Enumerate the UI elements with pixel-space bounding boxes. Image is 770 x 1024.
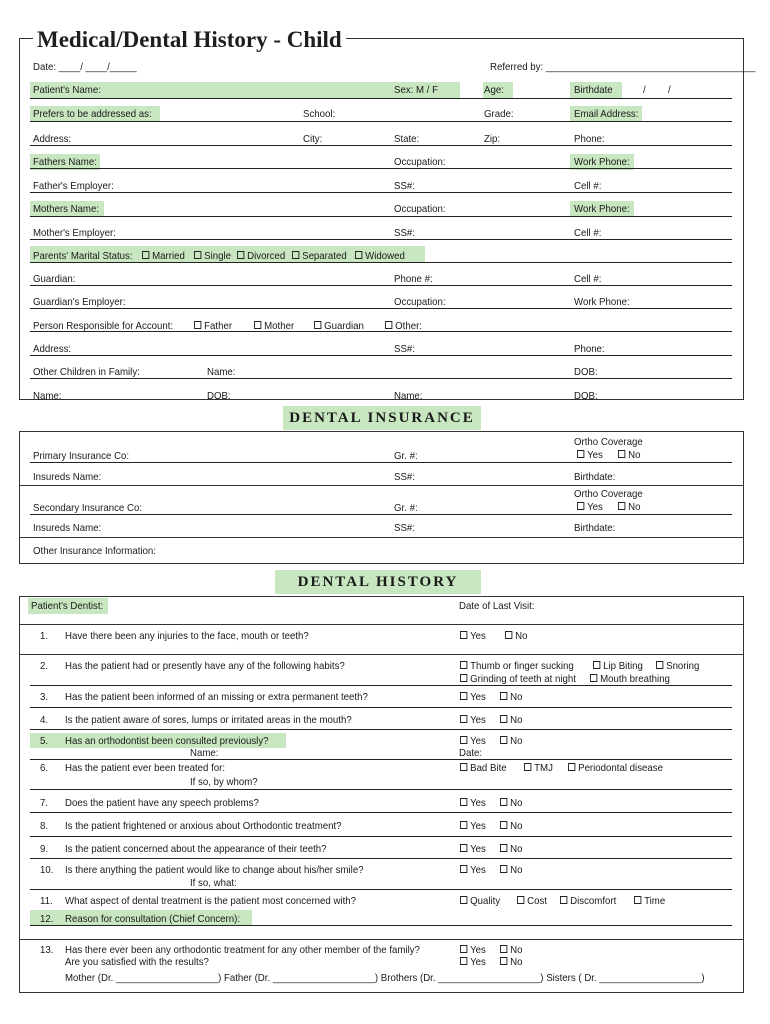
- age-field[interactable]: Age:: [484, 84, 504, 96]
- responsible-ss-field[interactable]: SS#:: [394, 343, 415, 355]
- history-box: [19, 596, 744, 993]
- underline: [30, 331, 732, 332]
- father-name-field[interactable]: Fathers Name:: [33, 156, 97, 168]
- ortho-no-checkbox-2[interactable]: [618, 501, 640, 513]
- no-label: No: [510, 944, 523, 956]
- q5-number: 5.: [40, 735, 49, 747]
- underline: [30, 789, 732, 790]
- checkbox-icon: [500, 865, 507, 873]
- secondary-gr-field[interactable]: Gr. #:: [394, 502, 418, 514]
- q11-number: 11.: [40, 895, 53, 907]
- dental-insurance-heading: DENTAL INSURANCE: [283, 406, 481, 430]
- divider: [19, 624, 744, 625]
- underline: [30, 355, 732, 356]
- q5-name-field[interactable]: Name:: [190, 747, 219, 759]
- divider: [19, 654, 744, 655]
- q3-text: Has the patient been informed of an missing or extra permanent teeth?: [65, 691, 368, 703]
- bad-bite-checkbox[interactable]: [460, 762, 507, 774]
- q8-no-checkbox[interactable]: [500, 820, 522, 832]
- other-insurance-field[interactable]: Other Insurance Information:: [33, 545, 156, 557]
- q1-number: 1.: [40, 630, 49, 642]
- underline: [30, 759, 732, 760]
- q4-number: 4.: [40, 714, 49, 726]
- time-checkbox[interactable]: [634, 895, 665, 907]
- q7-text: Does the patient have any speech problems?: [65, 797, 259, 809]
- tmj-label: TMJ: [534, 762, 553, 774]
- checkbox-icon: [314, 321, 321, 329]
- checkbox-icon: [500, 715, 507, 723]
- mother-work-phone-field[interactable]: Work Phone:: [574, 203, 630, 215]
- checkbox-icon: [577, 450, 584, 458]
- underline: [30, 836, 732, 837]
- checkbox-icon: [460, 896, 467, 904]
- yes-label: Yes: [587, 449, 603, 461]
- underline: [30, 812, 732, 813]
- father-cell-field[interactable]: Cell #:: [574, 180, 602, 192]
- no-label: No: [515, 630, 528, 642]
- q3-number: 3.: [40, 691, 49, 703]
- guardian-phone-field[interactable]: Phone #:: [394, 273, 433, 285]
- q5-date-field[interactable]: Date:: [459, 747, 483, 759]
- yes-label: Yes: [470, 691, 486, 703]
- ortho-coverage-label: Ortho Coverage: [574, 436, 643, 448]
- q10-no-checkbox[interactable]: [500, 864, 522, 876]
- widowed-checkbox[interactable]: [355, 250, 405, 262]
- underline: [30, 262, 732, 263]
- checkbox-icon: [460, 865, 467, 873]
- mother-employer-field[interactable]: Mother's Employer:: [33, 227, 116, 239]
- discomfort-checkbox[interactable]: [560, 895, 616, 907]
- q13-text: Has there ever been any orthodontic treatment for any other member of the family?: [65, 944, 420, 956]
- primary-insurance-field[interactable]: Primary Insurance Co:: [33, 450, 130, 462]
- divider: [19, 939, 744, 940]
- underline: [30, 514, 732, 515]
- underline: [30, 192, 732, 193]
- q10-text: Is there anything the patient would like to change about his/her smile?: [65, 864, 364, 876]
- divider: [19, 485, 744, 486]
- father-occupation-field[interactable]: Occupation:: [394, 156, 446, 168]
- q12-text: Reason for consultation (Chief Concern):: [65, 913, 241, 925]
- city-field[interactable]: City:: [303, 133, 323, 145]
- checkbox-icon: [505, 631, 512, 639]
- no-label: No: [628, 501, 641, 513]
- no-label: No: [510, 691, 523, 703]
- yes-label: Yes: [470, 864, 486, 876]
- q13-no-checkbox[interactable]: [500, 944, 522, 956]
- checkbox-icon: [593, 661, 600, 669]
- family-doctors-field[interactable]: Mother (Dr. ___________________) Father (Dr. ___________________) Brothers (Dr. ___________________) Sisters ( Dr. ___________________): [65, 972, 705, 984]
- checkbox-icon: [460, 692, 467, 700]
- prefers-field[interactable]: Prefers to be addressed as:: [33, 108, 152, 120]
- child2-name-field[interactable]: Name:: [33, 390, 62, 402]
- yes-label: Yes: [470, 797, 486, 809]
- checkbox-icon: [500, 692, 507, 700]
- child-name-field[interactable]: Name:: [207, 366, 236, 378]
- single-checkbox[interactable]: [194, 250, 231, 262]
- zip-field[interactable]: Zip:: [484, 133, 501, 145]
- no-label: No: [510, 820, 523, 832]
- insureds-name-field[interactable]: Insureds Name:: [33, 471, 102, 483]
- underline: [30, 121, 732, 122]
- q13b-no-checkbox[interactable]: [500, 956, 522, 968]
- underline: [30, 216, 732, 217]
- father-ss-field[interactable]: SS#:: [394, 180, 415, 192]
- birthdate-slash: /: [668, 84, 671, 96]
- yes-label: Yes: [470, 944, 486, 956]
- q8-text: Is the patient frightened or anxious about Orthodontic treatment?: [65, 820, 342, 832]
- q10-what-field[interactable]: If so, what:: [190, 877, 237, 889]
- guardian-cell-field[interactable]: Cell #:: [574, 273, 602, 285]
- child3-name-field[interactable]: Name:: [394, 390, 423, 402]
- checkbox-icon: [524, 763, 531, 771]
- yes-label: Yes: [470, 735, 486, 747]
- mother-name-field[interactable]: Mothers Name:: [33, 203, 100, 215]
- ortho-no-checkbox[interactable]: [618, 449, 640, 461]
- no-label: No: [510, 843, 523, 855]
- lip-label: Lip Biting: [603, 660, 643, 672]
- birthdate-slash: /: [643, 84, 646, 96]
- q4-yes-checkbox[interactable]: [460, 714, 486, 726]
- no-label: No: [628, 449, 641, 461]
- no-label: No: [510, 735, 523, 747]
- divorced-checkbox[interactable]: [237, 250, 285, 262]
- q4-no-checkbox[interactable]: [500, 714, 522, 726]
- grinding-checkbox[interactable]: [460, 673, 576, 685]
- checkbox-icon: [590, 674, 597, 682]
- mouth-breathing-checkbox[interactable]: [590, 673, 670, 685]
- underline: [30, 168, 732, 169]
- underline: [30, 145, 732, 146]
- yes-label: Yes: [470, 820, 486, 832]
- underline: [30, 729, 732, 730]
- q6-text: Has the patient ever been treated for:: [65, 762, 226, 774]
- checkbox-icon: [500, 798, 507, 806]
- checkbox-icon: [460, 821, 467, 829]
- q7-yes-checkbox[interactable]: [460, 797, 486, 809]
- checkbox-icon: [460, 661, 467, 669]
- guardian-work-phone-field[interactable]: Work Phone:: [574, 296, 630, 308]
- q1-no-checkbox[interactable]: [505, 630, 527, 642]
- underline: [30, 889, 732, 890]
- checkbox-icon: [237, 251, 244, 259]
- checkbox-icon: [500, 821, 507, 829]
- checkbox-icon: [460, 945, 467, 953]
- mother-cell-field[interactable]: Cell #:: [574, 227, 602, 239]
- responsible-phone-field[interactable]: Phone:: [574, 343, 605, 355]
- patient-name-field[interactable]: Patient's Name:: [33, 84, 101, 96]
- tmj-checkbox[interactable]: [524, 762, 553, 774]
- separated-checkbox[interactable]: [292, 250, 347, 262]
- q5-no-checkbox[interactable]: [500, 735, 522, 747]
- grinding-label: Grinding of teeth at night: [470, 673, 576, 685]
- checkbox-icon: [292, 251, 299, 259]
- referred-by-field[interactable]: Referred by: _______________________________________: [490, 61, 756, 73]
- grade-field[interactable]: Grade:: [484, 108, 514, 120]
- ortho-yes-checkbox-2[interactable]: [577, 501, 603, 513]
- checkbox-icon: [460, 736, 467, 744]
- last-visit-field[interactable]: Date of Last Visit:: [459, 600, 535, 612]
- form-title: Medical/Dental History - Child: [33, 26, 346, 54]
- underline: [30, 858, 732, 859]
- thumb-checkbox[interactable]: [460, 660, 574, 672]
- underline: [30, 685, 732, 686]
- state-field[interactable]: State:: [394, 133, 420, 145]
- separated-label: Separated: [302, 250, 347, 262]
- checkbox-icon: [500, 736, 507, 744]
- email-field[interactable]: Email Address:: [574, 108, 639, 120]
- mother-label: Mother: [264, 320, 295, 332]
- q1-yes-checkbox[interactable]: [460, 630, 486, 642]
- ortho-yes-checkbox[interactable]: [577, 449, 603, 461]
- dental-history-heading: DENTAL HISTORY: [275, 570, 481, 594]
- bad-bite-label: Bad Bite: [470, 762, 507, 774]
- q7-no-checkbox[interactable]: [500, 797, 522, 809]
- underline: [30, 925, 732, 926]
- ortho-coverage-label-2: Ortho Coverage: [574, 488, 643, 500]
- yes-label: Yes: [470, 956, 486, 968]
- checkbox-icon: [460, 631, 467, 639]
- checkbox-icon: [618, 450, 625, 458]
- lip-checkbox[interactable]: [593, 660, 643, 672]
- periodontal-checkbox[interactable]: [568, 762, 663, 774]
- checkbox-icon: [194, 321, 201, 329]
- q2-number: 2.: [40, 660, 49, 672]
- checkbox-icon: [460, 957, 467, 965]
- father-label: Father: [204, 320, 233, 332]
- q5-yes-checkbox[interactable]: [460, 735, 486, 747]
- q6-number: 6.: [40, 762, 49, 774]
- insureds-ss-field-2[interactable]: SS#:: [394, 522, 415, 534]
- q3-no-checkbox[interactable]: [500, 691, 522, 703]
- q4-text: Is the patient aware of sores, lumps or irritated areas in the mouth?: [65, 714, 352, 726]
- q9-text: Is the patient concerned about the appearance of their teeth?: [65, 843, 327, 855]
- mother-occupation-field[interactable]: Occupation:: [394, 203, 446, 215]
- underline: [30, 98, 732, 99]
- checkbox-icon: [517, 896, 524, 904]
- single-label: Single: [204, 250, 231, 262]
- checkbox-icon: [500, 957, 507, 965]
- address-field[interactable]: Address:: [33, 133, 72, 145]
- checkbox-icon: [618, 502, 625, 510]
- q12-number: 12.: [40, 913, 54, 925]
- checkbox-icon: [634, 896, 641, 904]
- guardian-field[interactable]: Guardian:: [33, 273, 76, 285]
- thumb-label: Thumb or finger sucking: [470, 660, 574, 672]
- mother-ss-field[interactable]: SS#:: [394, 227, 415, 239]
- time-label: Time: [644, 895, 666, 907]
- no-label: No: [510, 714, 523, 726]
- underline: [30, 239, 732, 240]
- other-label: Other:: [395, 320, 422, 332]
- q13b-yes-checkbox[interactable]: [460, 956, 486, 968]
- phone-field[interactable]: Phone:: [574, 133, 605, 145]
- q9-number: 9.: [40, 843, 49, 855]
- date-field[interactable]: Date: ____/ ____/_____: [33, 61, 137, 73]
- snoring-checkbox[interactable]: [656, 660, 699, 672]
- q6-whom-field[interactable]: If so, by whom?: [190, 776, 258, 788]
- checkbox-icon: [568, 763, 575, 771]
- quality-checkbox[interactable]: [460, 895, 500, 907]
- checkbox-icon: [500, 844, 507, 852]
- secondary-insurance-field[interactable]: Secondary Insurance Co:: [33, 502, 143, 514]
- insureds-birthdate-field[interactable]: Birthdate:: [574, 471, 616, 483]
- divider: [19, 537, 744, 538]
- q13b-text: Are you satisfied with the results?: [65, 956, 209, 968]
- checkbox-icon: [460, 798, 467, 806]
- q3-yes-checkbox[interactable]: [460, 691, 486, 703]
- guardian-occupation-field[interactable]: Occupation:: [394, 296, 446, 308]
- yes-label: Yes: [470, 843, 486, 855]
- q13-number: 13.: [40, 944, 54, 956]
- widowed-label: Widowed: [365, 250, 405, 262]
- underline: [30, 285, 732, 286]
- child2-dob-field[interactable]: DOB:: [207, 390, 231, 402]
- patient-dentist-field[interactable]: Patient's Dentist:: [31, 600, 104, 612]
- checkbox-icon: [254, 321, 261, 329]
- mouth-breathing-label: Mouth breathing: [600, 673, 670, 685]
- other-children-label: Other Children in Family:: [33, 366, 140, 378]
- q8-yes-checkbox[interactable]: [460, 820, 486, 832]
- checkbox-icon: [656, 661, 663, 669]
- q9-no-checkbox[interactable]: [500, 843, 522, 855]
- checkbox-icon: [460, 715, 467, 723]
- child-dob-field[interactable]: DOB:: [574, 366, 598, 378]
- checkbox-icon: [355, 251, 362, 259]
- married-label: Married: [152, 250, 185, 262]
- primary-gr-field[interactable]: Gr. #:: [394, 450, 418, 462]
- checkbox-icon: [577, 502, 584, 510]
- responsible-label: Person Responsible for Account:: [33, 320, 174, 332]
- q1-text: Have there been any injuries to the face, mouth or teeth?: [65, 630, 309, 642]
- underline: [30, 707, 732, 708]
- q7-number: 7.: [40, 797, 49, 809]
- checkbox-icon: [142, 251, 149, 259]
- child3-dob-field[interactable]: DOB:: [574, 390, 598, 402]
- cost-label: Cost: [527, 895, 547, 907]
- yes-label: Yes: [470, 630, 486, 642]
- insureds-name-field-2[interactable]: Insureds Name:: [33, 522, 102, 534]
- guardian-employer-field[interactable]: Guardian's Employer:: [33, 296, 126, 308]
- q11-text: What aspect of dental treatment is the patient most concerned with?: [65, 895, 357, 907]
- q8-number: 8.: [40, 820, 49, 832]
- father-employer-field[interactable]: Father's Employer:: [33, 180, 114, 192]
- underline: [30, 308, 732, 309]
- checkbox-icon: [560, 896, 567, 904]
- underline: [30, 462, 732, 463]
- snoring-label: Snoring: [666, 660, 700, 672]
- insureds-birthdate-field-2[interactable]: Birthdate:: [574, 522, 616, 534]
- responsible-address-field[interactable]: Address:: [33, 343, 72, 355]
- discomfort-label: Discomfort: [570, 895, 617, 907]
- married-checkbox[interactable]: [142, 250, 185, 262]
- checkbox-icon: [500, 945, 507, 953]
- q13-yes-checkbox[interactable]: [460, 944, 486, 956]
- q2-text: Has the patient had or presently have any of the following habits?: [65, 660, 345, 672]
- checkbox-icon: [460, 844, 467, 852]
- underline: [30, 378, 732, 379]
- checkbox-icon: [385, 321, 392, 329]
- checkbox-icon: [460, 674, 467, 682]
- guardian-label: Guardian: [324, 320, 364, 332]
- birthdate-field[interactable]: Birthdate: [574, 84, 613, 96]
- periodontal-label: Periodontal disease: [578, 762, 663, 774]
- q9-yes-checkbox[interactable]: [460, 843, 486, 855]
- father-work-phone-field[interactable]: Work Phone:: [574, 156, 630, 168]
- q10-number: 10.: [40, 864, 54, 876]
- yes-label: Yes: [587, 501, 603, 513]
- insureds-ss-field[interactable]: SS#:: [394, 471, 415, 483]
- school-field[interactable]: School:: [303, 108, 336, 120]
- yes-label: Yes: [470, 714, 486, 726]
- no-label: No: [510, 864, 523, 876]
- no-label: No: [510, 797, 523, 809]
- q10-yes-checkbox[interactable]: [460, 864, 486, 876]
- sex-field[interactable]: Sex: M / F: [394, 84, 439, 96]
- checkbox-icon: [194, 251, 201, 259]
- checkbox-icon: [460, 763, 467, 771]
- q5-text: Has an orthodontist been consulted previously?: [65, 735, 269, 747]
- divorced-label: Divorced: [247, 250, 286, 262]
- quality-label: Quality: [470, 895, 501, 907]
- no-label: No: [510, 956, 523, 968]
- marital-status-label: Parents' Marital Status:: [33, 250, 133, 262]
- cost-checkbox[interactable]: [517, 895, 547, 907]
